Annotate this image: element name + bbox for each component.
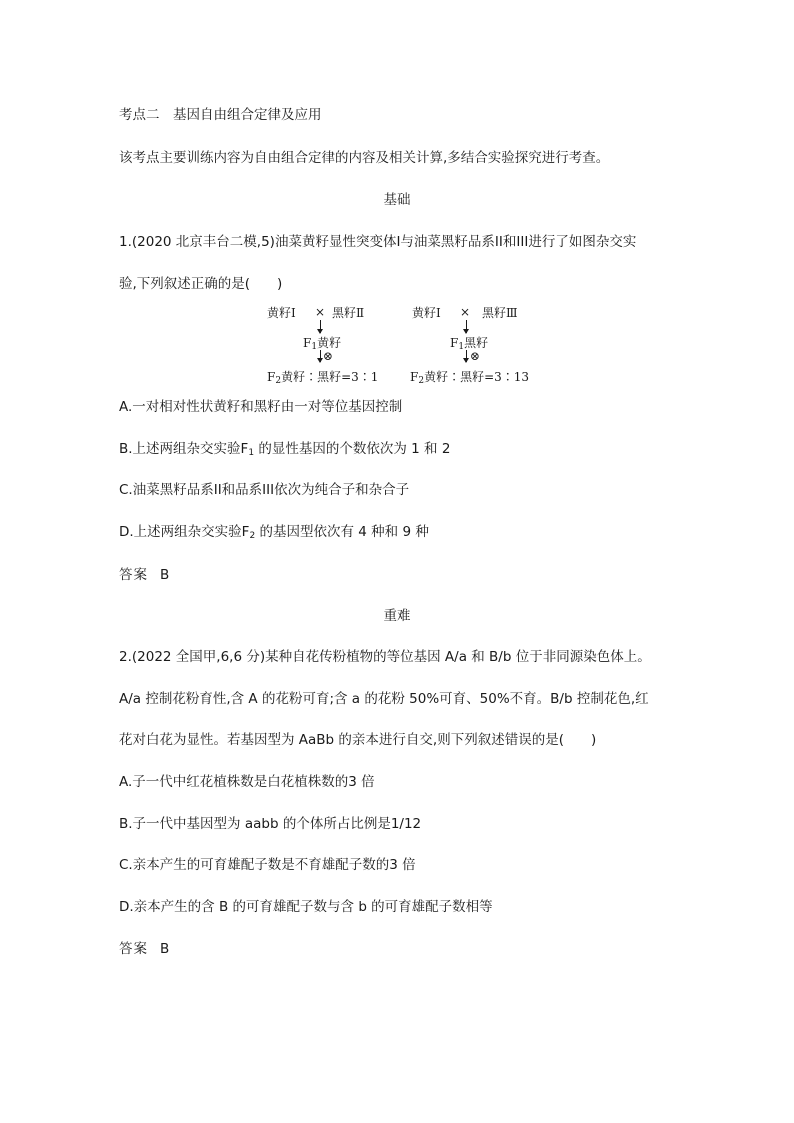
answer-label: 答案: [119, 567, 148, 583]
q2-option-c: C.亲本产生的可育雄配子数是不育雄配子数的3 倍: [119, 857, 416, 873]
cross1-arrow-down-2: [320, 350, 321, 362]
q1-answer: [119, 566, 169, 584]
q2-option-b: B.子一代中基因型为 aabb 的个体所占比例是1/12: [119, 816, 422, 832]
cross1-cross-symbol: ×: [315, 305, 326, 319]
q2-option-a: A.子一代中红花植株数是白花植株数的3 倍: [119, 774, 375, 790]
q2-stem-line3: 花对白花为显性。若基因型为 AaBb 的亲本进行自交,则下列叙述错误的是( ): [119, 732, 597, 748]
cross1-f2: $F_2$黄籽∶黑籽=3∶1: [267, 370, 379, 386]
answer-value: B: [160, 941, 170, 957]
cross1-self-symbol: ⊗: [323, 349, 334, 363]
cross2-cross-symbol: ×: [460, 305, 471, 319]
cross-diagram-1: [265, 304, 385, 386]
cross2-f1: $F_1$黑籽: [450, 336, 489, 352]
q1-option-c: C.油菜黑籽品系II和品系III依次为纯合子和杂合子: [119, 482, 410, 498]
cross1-parent2: 黑籽Ⅱ: [332, 306, 365, 320]
cross2-f2: $F_2$黄籽∶黑籽=3∶13: [410, 370, 530, 386]
q1-stem-line2: 验,下列叙述正确的是( ): [119, 276, 283, 292]
q2-option-d: D.亲本产生的含 B 的可育雄配子数与含 b 的可育雄配子数相等: [119, 899, 493, 915]
section-intro: 该考点主要训练内容为自由组合定律的内容及相关计算,多结合实验探究进行考查。: [119, 150, 610, 166]
q2-answer: [119, 940, 169, 958]
cross2-parent2: 黑籽Ⅲ: [482, 306, 518, 320]
cross-diagram-2: [410, 304, 540, 386]
q1-option-a: A.一对相对性状黄籽和黑籽由一对等位基因控制: [119, 399, 403, 415]
q1-stem-line1: 1.(2020 北京丰台二模,5)油菜黄籽显性突变体I与油菜黑籽品系II和III进行了如图杂交实: [119, 234, 637, 250]
cross1-f1: $F_1$黄籽: [303, 336, 342, 352]
q1-option-d: D.上述两组杂交实验$F_2$ 的基因型依次有 4 种和 9 种: [119, 524, 429, 541]
cross1-parent1: 黄籽Ⅰ: [267, 306, 296, 320]
cross2-arrow-down-1: [466, 320, 467, 333]
q2-stem-line1: 2.(2022 全国甲,6,6 分)某种自花传粉植物的等位基因 A/a 和 B/b 位于非同源染色体上。: [119, 649, 651, 665]
cross2-self-symbol: ⊗: [470, 349, 481, 363]
cross2-arrow-down-2: [466, 350, 467, 362]
cross2-parent1: 黄籽Ⅰ: [412, 306, 441, 320]
cross1-arrow-down-1: [320, 320, 321, 333]
section-title: 考点二 基因自由组合定律及应用: [119, 107, 322, 123]
answer-value: B: [160, 567, 170, 583]
level-heading-basic: 基础: [383, 192, 411, 208]
answer-label: 答案: [119, 941, 148, 957]
q1-option-b: B.上述两组杂交实验$F_1$ 的显性基因的个数依次为 1 和 2: [119, 441, 451, 458]
q2-stem-line2: A/a 控制花粉育性,含 A 的花粉可育;含 a 的花粉 50%可育、50%不育。B/b 控制花色,红: [119, 691, 649, 707]
level-heading-hard: 重难: [383, 608, 411, 624]
